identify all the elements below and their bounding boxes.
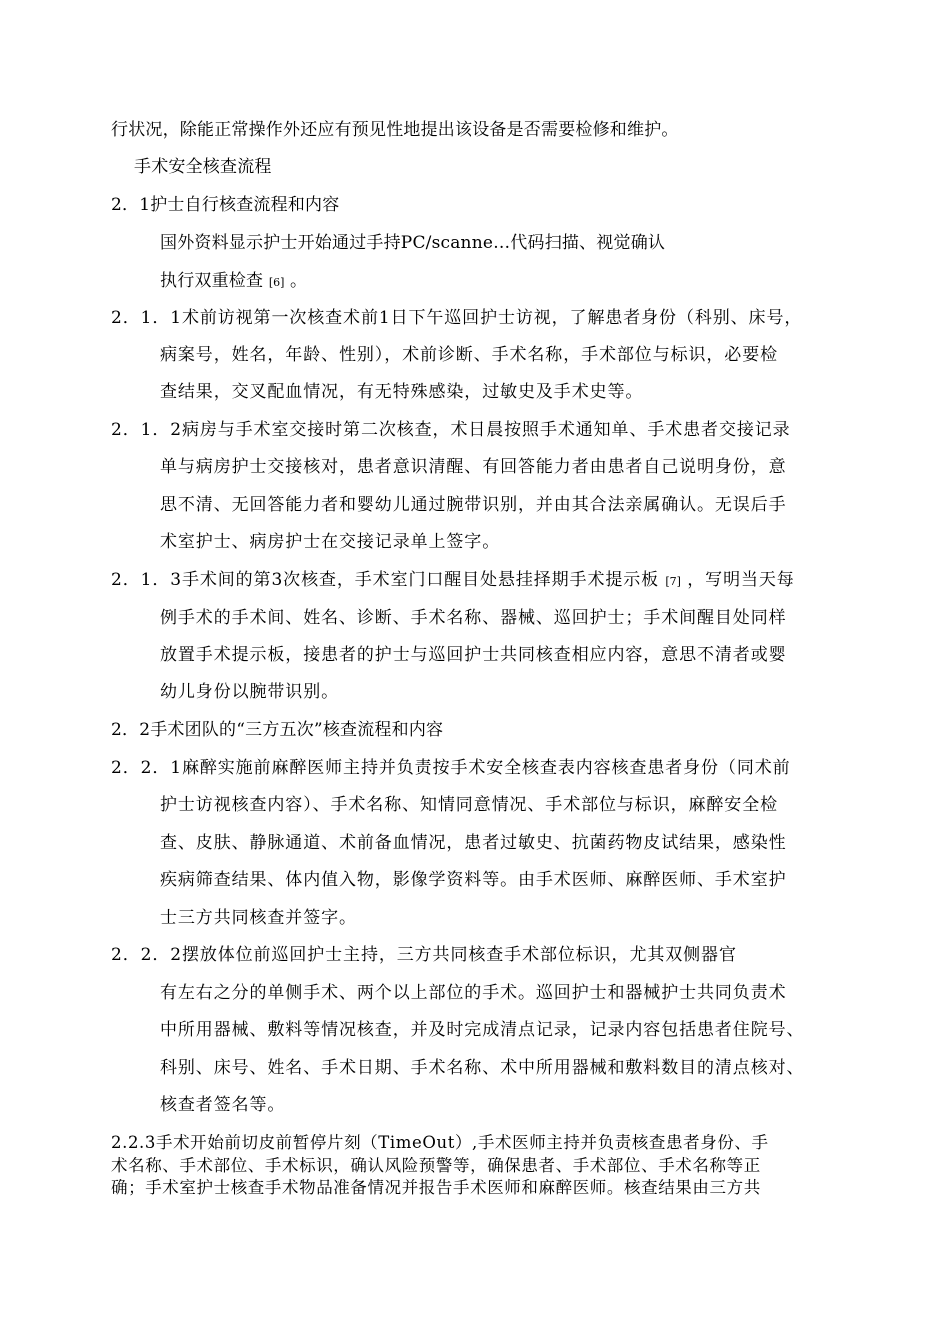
- citation: [7]: [665, 575, 681, 588]
- text-line: 中所用器械、敷料等情况核查，并及时完成清点记录，记录内容包括患者住院号、: [160, 1020, 805, 1040]
- text-line: 2．2．1麻醉实施前麻醉医师主持并负责按手术安全核查表内容核查患者身份（同术前: [111, 758, 791, 778]
- text-line: 2．1．2病房与手术室交接时第二次核查，术日晨按照手术通知单、手术患者交接记录: [111, 420, 791, 440]
- text-line: 护士访视核查内容）、手术名称、知情同意情况、手术部位与标识，麻醉安全检: [160, 795, 778, 815]
- text-line: 科别、床号、姓名、手术日期、手术名称、术中所用器械和敷料数目的清点核对、: [160, 1058, 805, 1078]
- text-line: 查、皮肤、静脉通道、术前备血情况，患者过敏史、抗菌药物皮试结果，感染性: [160, 833, 787, 853]
- text-line: [111, 568, 795, 594]
- text-line: 术名称、手术部位、手术标识，确认风险预警等，确保患者、手术部位、手术名称等正: [111, 1156, 761, 1175]
- section-heading: 手术安全核查流程: [134, 157, 272, 177]
- text-line: 国外资料显示护士开始通过手持PC/scanne…代码扫描、视觉确认: [160, 233, 666, 253]
- subsection-heading: 2．1护士自行核查流程和内容: [111, 195, 340, 215]
- text-line: 思不清、无回答能力者和婴幼儿通过腕带识别，并由其合法亲属确认。无误后手: [160, 495, 787, 515]
- text-line: 2.2.3手术开始前切皮前暂停片刻（TimeOut）,手术医师主持并负责核查患者身份、手: [111, 1133, 769, 1152]
- text-span: 执行双重检查: [160, 271, 264, 291]
- text-span: 2．1．3手术间的第3次核查，手术室门口醒目处悬挂择期手术提示板: [111, 570, 660, 590]
- text-line: 2．1．1术前访视第一次核查术前1日下午巡回护士访视，了解患者身份（科别、床号，: [111, 308, 803, 328]
- text-line: 放置手术提示板，接患者的护士与巡回护士共同核查相应内容，意思不清者或婴: [160, 645, 787, 665]
- text-line: 核查者签名等。: [160, 1095, 286, 1115]
- text-line: 有左右之分的单侧手术、两个以上部位的手术。巡回护士和器械护士共同负责术: [160, 983, 787, 1003]
- text-line: 士三方共同核查并签字。: [160, 908, 357, 928]
- text-span: ，写明当天每: [687, 570, 795, 590]
- text-line: 疾病筛查结果、体内值入物，影像学资料等。由手术医师、麻醉医师、手术室护: [160, 870, 787, 890]
- text-line: 2．2．2摆放体位前巡回护士主持，三方共同核查手术部位标识，尤其双侧器官: [111, 945, 737, 965]
- text-line: 例手术的手术间、姓名、诊断、手术名称、器械、巡回护士；手术间醒目处同样: [160, 608, 787, 628]
- citation: [6]: [268, 276, 285, 289]
- text-line: 幼儿身份以腕带识别。: [160, 682, 339, 702]
- text-line: 行状况，除能正常操作外还应有预见性地提出该设备是否需要检修和维护。: [111, 120, 679, 140]
- text-line: 病案号，姓名，年龄、性别），术前诊断、手术名称，手术部位与标识，必要检: [160, 345, 778, 365]
- text-line: 查结果，交叉配血情况，有无特殊感染，过敏史及手术史等。: [160, 382, 644, 402]
- text-line: 确；手术室护士核查手术物品准备情况并报告手术医师和麻醉医师。核查结果由三方共: [111, 1178, 761, 1197]
- subsection-heading: 2．2手术团队的“三方五次”核查流程和内容: [111, 720, 444, 740]
- text-line: [160, 269, 307, 295]
- text-span: 。: [290, 271, 308, 291]
- text-line: 单与病房护士交接核对，患者意识清醒、有回答能力者由患者自己说明身份，意: [160, 457, 787, 477]
- text-line: 术室护士、病房护士在交接记录单上签字。: [160, 532, 501, 552]
